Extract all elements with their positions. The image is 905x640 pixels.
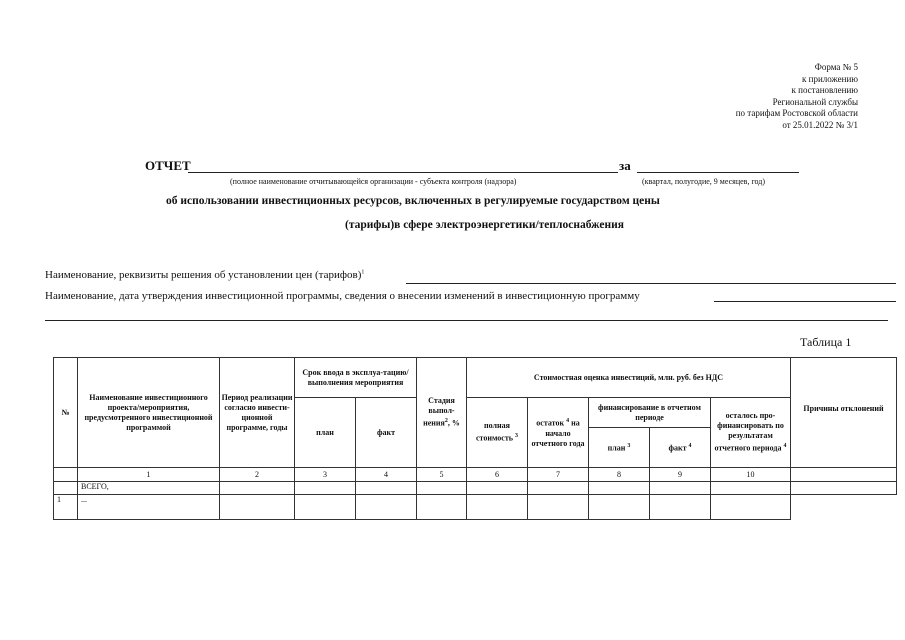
footnote-mark: 1: [361, 269, 365, 276]
header-srok: Срок ввода в эксплуа-тацию/выполнения мероприятия: [295, 358, 417, 398]
table-cell[interactable]: [220, 482, 295, 495]
header-fin-fact: [650, 428, 711, 468]
footnote-mark: 2: [444, 418, 448, 425]
report-title: ОТЧЕТ: [145, 158, 191, 173]
investment-program-line-2[interactable]: [45, 320, 888, 321]
header-full-cost: [467, 398, 528, 468]
header-fin-plan-text: план: [607, 443, 626, 453]
header-ostatok: [528, 398, 589, 468]
subtitle-line-2: (тарифы)в сфере электроэнергетики/теплоснабжения: [345, 219, 624, 231]
footnote-mark: 4: [783, 443, 787, 450]
header-full-cost-text: полная стоимость: [475, 421, 514, 443]
header-stage-unit: , %: [447, 418, 460, 428]
header-ostatok-rest: на начало отчетного года: [531, 418, 585, 448]
col-number-empty: [54, 468, 78, 482]
row-name: ...: [78, 495, 220, 520]
investment-table: [53, 357, 897, 520]
table-cell[interactable]: [295, 495, 356, 520]
header-line: от 25.01.2022 № 3/1: [782, 119, 858, 130]
header-cost: Стоимостная оценка инвестиций, млн. руб. без НДС: [467, 358, 791, 398]
table-cell[interactable]: [417, 482, 467, 495]
header-reasons: Причины отклонений: [791, 358, 897, 468]
header-period: Период реализации согласно инвести-ционной программе, годы: [220, 358, 295, 468]
header-remaining: [711, 398, 791, 468]
row-name: ВСЕГО,: [78, 482, 220, 495]
footnote-mark: 4: [566, 418, 570, 425]
table-cell[interactable]: [467, 482, 528, 495]
row-num: [54, 482, 78, 495]
table-caption: Таблица 1: [800, 335, 852, 349]
footnote-mark: 3: [515, 433, 519, 440]
subtitle-line-1: об использовании инвестиционных ресурсов, включенных в регулируемые государством цены: [166, 195, 660, 207]
tariff-decision-line[interactable]: [406, 283, 896, 284]
table-cell[interactable]: [711, 482, 791, 495]
form-header: [598, 62, 858, 132]
header-financing: финансирование в отчетном периоде: [589, 398, 711, 428]
table-cell[interactable]: [356, 495, 417, 520]
table-cell[interactable]: [791, 482, 897, 495]
table-row: [54, 482, 897, 495]
table-cell[interactable]: [589, 482, 650, 495]
col-number: 6: [467, 468, 528, 482]
header-ostatok-text: остаток: [536, 418, 565, 428]
footnote-mark: 3: [627, 443, 631, 450]
investment-program-line[interactable]: [714, 301, 896, 302]
header-remaining-text: осталось про-финансировать по результатам отчетного периода: [714, 411, 784, 453]
footnote-mark: 4: [688, 443, 692, 450]
table-cell[interactable]: [220, 495, 295, 520]
col-number-empty: [791, 468, 897, 482]
col-number: 3: [295, 468, 356, 482]
table-cell[interactable]: [356, 482, 417, 495]
table-cell[interactable]: [791, 495, 897, 520]
table-cell[interactable]: [711, 495, 791, 520]
header-plan: план: [295, 398, 356, 468]
header-num: №: [54, 358, 78, 468]
report-period-label: за: [619, 158, 631, 173]
header-name: Наименование инвестиционного проекта/мероприятия, предусмотренного инвестиционной программой: [78, 358, 220, 468]
investment-program-label: Наименование, дата утверждения инвестиционной программы, сведения о внесении изменений в инвестиционную программу: [45, 290, 640, 302]
table-cell[interactable]: [417, 495, 467, 520]
col-number: 9: [650, 468, 711, 482]
header-stage-text: Стадия выпол-нения: [423, 396, 455, 428]
header-fin-fact-text: факт: [668, 443, 687, 453]
table-cell[interactable]: [589, 495, 650, 520]
table-cell[interactable]: [650, 495, 711, 520]
tariff-decision-text: Наименование, реквизиты решения об установлении цен (тарифов): [45, 269, 362, 281]
header-line: Форма № 5: [814, 62, 858, 72]
col-number: 5: [417, 468, 467, 482]
table-cell[interactable]: [650, 482, 711, 495]
header-line: Региональной службы: [772, 96, 858, 107]
col-number: 2: [220, 468, 295, 482]
col-number: 10: [711, 468, 791, 482]
period-hint: (квартал, полугодие, 9 месяцев, год): [642, 177, 766, 186]
header-line: по тарифам Ростовской области: [735, 108, 858, 119]
table-row: [54, 495, 897, 520]
row-num: 1: [54, 495, 78, 520]
header-line: к приложению: [802, 73, 858, 84]
organization-hint: (полное наименование отчитывающейся организации - субъекта контроля (надзора): [230, 177, 517, 186]
header-fin-plan: [589, 428, 650, 468]
header-fact: факт: [356, 398, 417, 468]
table-cell[interactable]: [528, 482, 589, 495]
col-number: 1: [78, 468, 220, 482]
header-line: к постановлению: [791, 85, 858, 96]
col-number: 4: [356, 468, 417, 482]
report-period-line[interactable]: [637, 172, 799, 173]
tariff-decision-label: [45, 269, 364, 281]
organization-name-line[interactable]: [188, 172, 618, 173]
table-cell[interactable]: [528, 495, 589, 520]
col-number: 8: [589, 468, 650, 482]
table-cell[interactable]: [467, 495, 528, 520]
table-cell[interactable]: [295, 482, 356, 495]
header-stage: [417, 358, 467, 468]
col-number: 7: [528, 468, 589, 482]
